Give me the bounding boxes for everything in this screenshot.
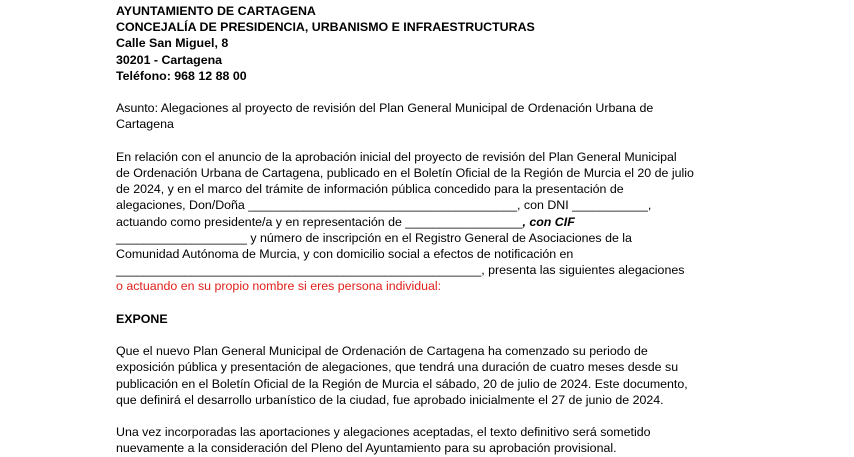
spacer	[116, 133, 726, 149]
subject-line: Asunto: Alegaciones al proyecto de revisión del Plan General Municipal de Ordenación Urbana de	[116, 101, 654, 116]
intro-line: _____________________________________________________, presenta las siguientes alegaciones	[116, 263, 685, 278]
spacer	[116, 295, 726, 311]
subject-line: Cartagena	[116, 117, 174, 132]
body-line: exposición pública y presentación de alegaciones, que tendrá una duración de cuatro meses desde su	[116, 360, 679, 375]
intro-line: En relación con el anuncio de la aprobación inicial del proyecto de revisión del Plan General Municipal	[116, 149, 677, 164]
cif-label: , con CIF	[522, 214, 575, 229]
intro-paragraph	[116, 149, 726, 295]
header-street: Calle San Miguel, 8	[116, 36, 229, 51]
intro-line-text: actuando como presidente/a y en representación de _________________	[116, 214, 523, 229]
document-page	[116, 3, 726, 457]
header-phone: Teléfono: 968 12 88 00	[116, 68, 247, 83]
intro-line: alegaciones, Don/Doña _______________________________________, con DNI ___________,	[116, 198, 652, 213]
body-line: Que el nuevo Plan General Municipal de Ordenación de Cartagena ha comenzado su periodo de	[116, 344, 648, 359]
header-organization: AYUNTAMIENTO DE CARTAGENA	[116, 4, 316, 18]
intro-line: Comunidad Autónoma de Murcia, y con domicilio social a efectos de notificación en	[116, 247, 574, 262]
header-department: CONCEJALÍA DE PRESIDENCIA, URBANISMO E INFRAESTRUCTURAS	[116, 20, 535, 35]
body-line: que definirá el desarrollo urbanístico de la ciudad, fue aprobado inicialmente el 27 de junio de 2024.	[116, 392, 664, 407]
intro-line: de 2024, y en el marco del trámite de información pública concedido para la presentación de	[116, 182, 624, 197]
subject-paragraph	[116, 100, 726, 132]
body-paragraph-2	[116, 424, 726, 456]
body-paragraph-1	[116, 343, 726, 408]
intro-line: ___________________ y número de inscripción en el Registro General de Asociaciones de la	[116, 230, 632, 245]
header-city: 30201 - Cartagena	[116, 52, 223, 67]
section-title-expone: EXPONE	[116, 311, 168, 326]
intro-line: de Ordenación Urbana de Cartagena, publicado en el Boletín Oficial de la Región de Murcia el 20 de julio	[116, 166, 694, 180]
spacer	[116, 408, 726, 424]
spacer	[116, 84, 726, 100]
body-line: publicación en el Boletín Oficial de la Región de Murcia el sábado, 20 de julio de 2024. Este documento,	[116, 376, 688, 391]
spacer	[116, 327, 726, 343]
body-line: nuevamente a la consideración del Pleno del Ayuntamiento para su aprobación provisional.	[116, 441, 617, 456]
body-line: Una vez incorporadas las aportaciones y alegaciones aceptadas, el texto definitivo será sometido	[116, 425, 651, 440]
letterhead	[116, 3, 726, 84]
intro-line	[116, 214, 726, 230]
individual-note: o actuando en su propio nombre si eres persona individual:	[116, 279, 442, 294]
